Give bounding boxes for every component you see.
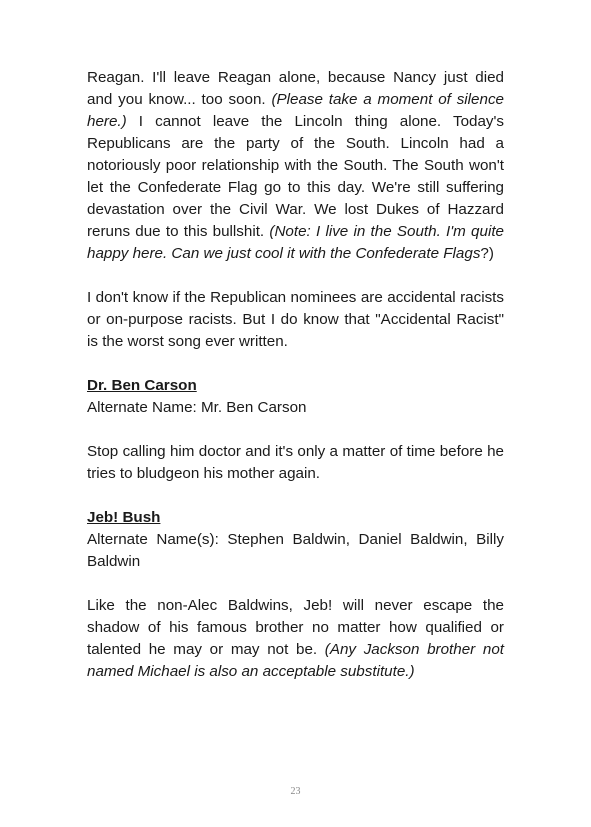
bush-alternate-names: Alternate Name(s): Stephen Baldwin, Daniel Baldwin, Billy Baldwin xyxy=(87,531,504,570)
text-run: I cannot leave the Lincoln thing alone. Today's Republicans are the party of the South. Lincoln had a notoriously poor relationship with the South. The South won't let the Confederate Flag go to this day. We're still suffering devastation over the Civil War. We lost Dukes of Hazzard reruns due to this bullshit. xyxy=(87,113,504,240)
paragraph-bush xyxy=(87,595,504,683)
paragraph-carson: Stop calling him doctor and it's only a matter of time before he tries to bludgeon his mother again. xyxy=(87,443,504,482)
heading-ben-carson: Dr. Ben Carson xyxy=(87,377,197,394)
page-number: 23 xyxy=(290,786,301,797)
italic-aside: (Any Jackson brother not named Michael is also an acceptable substitute.) xyxy=(87,641,505,680)
paragraph-reagan-lincoln xyxy=(87,67,504,265)
text-run: Reagan. I'll leave Reagan alone, because Nancy just died and you know... too soon. xyxy=(87,69,504,108)
text-run: Like the non-Alec Baldwins, Jeb! will never escape the shadow of his famous brother no matter how qualified or talented he may or may not be. xyxy=(87,597,504,658)
page-content xyxy=(87,67,504,683)
text-run: ?) xyxy=(480,245,494,262)
carson-alternate-name: Alternate Name: Mr. Ben Carson xyxy=(87,399,307,416)
italic-note: (Note: I live in the South. I'm quite happy here. Can we just cool it with the Confederate Flags xyxy=(87,223,504,262)
heading-jeb-bush: Jeb! Bush xyxy=(87,509,161,526)
italic-aside: (Please take a moment of silence here.) xyxy=(87,91,504,130)
paragraph-accidental-racist: I don't know if the Republican nominees are accidental racists or on-purpose racists. But I do know that "Accidental Racist" is the worst song ever written. xyxy=(87,289,504,350)
